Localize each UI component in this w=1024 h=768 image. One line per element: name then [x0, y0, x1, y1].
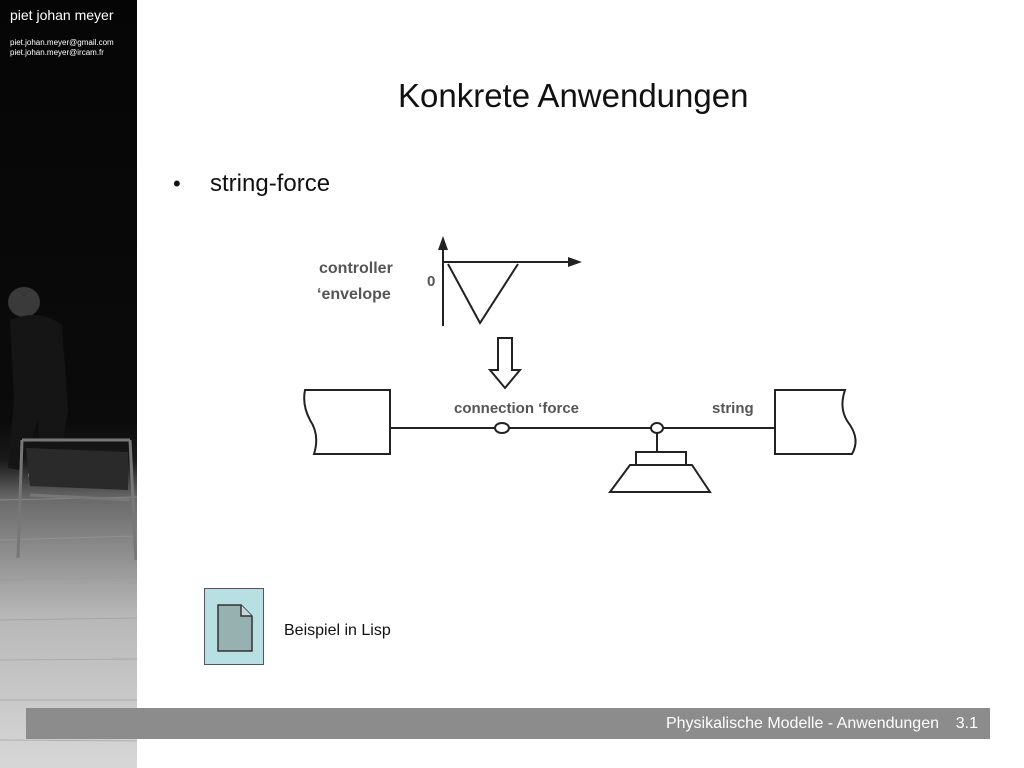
string-force-diagram: [290, 230, 880, 500]
slide-title: Konkrete Anwendungen: [398, 77, 749, 114]
output-node: [651, 423, 663, 433]
axis-zero-label: 0: [427, 273, 436, 290]
down-arrow-icon: [490, 338, 520, 388]
connection-label: connection ‘force: [454, 400, 580, 417]
email-ircam: piet.johan.meyer@ircam.fr: [10, 48, 104, 57]
sidebar-photo-panel: [0, 0, 137, 768]
document-icon: [217, 604, 253, 652]
footer-title: Physikalische Modelle - Anwendungen: [665, 715, 939, 732]
lisp-example-label: Beispiel in Lisp: [284, 622, 391, 639]
bullet-item: string-force: [210, 170, 331, 197]
controller-label-line2: ‘envelope: [317, 286, 391, 303]
controller-label-line1: controller: [319, 260, 393, 277]
left-object-box: [304, 390, 390, 454]
photo-figure-chair: [0, 0, 137, 768]
lisp-example-document-button[interactable]: [204, 588, 264, 665]
bullet-marker: •: [173, 171, 181, 196]
connection-node: [495, 423, 509, 433]
speaker-icon: [610, 452, 710, 492]
email-gmail: piet.johan.meyer@gmail.com: [10, 38, 114, 47]
string-label: string: [712, 400, 754, 417]
envelope-plot: [438, 236, 582, 326]
author-name: piet johan meyer: [10, 7, 114, 23]
footer-bar: [26, 708, 990, 739]
right-object-box: [775, 390, 856, 454]
page-number: 3.1: [955, 715, 978, 732]
